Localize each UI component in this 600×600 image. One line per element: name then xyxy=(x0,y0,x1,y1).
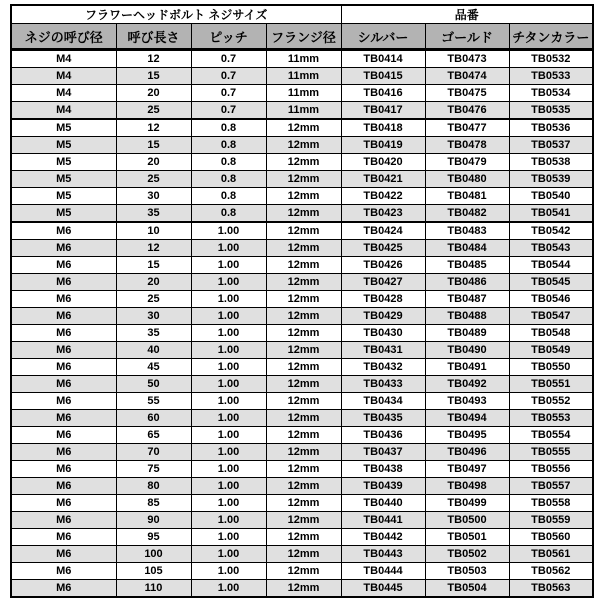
table-cell: 0.7 xyxy=(191,102,266,120)
table-cell: 12mm xyxy=(266,410,341,427)
table-cell: TB0504 xyxy=(425,580,509,598)
table-row xyxy=(11,137,593,154)
table-cell: M6 xyxy=(11,478,116,495)
table-cell: 0.8 xyxy=(191,119,266,137)
table-cell: M6 xyxy=(11,461,116,478)
table-cell: 12mm xyxy=(266,222,341,240)
table-cell: M6 xyxy=(11,546,116,563)
table-cell: TB0477 xyxy=(425,119,509,137)
table-cell: 1.00 xyxy=(191,393,266,410)
table-cell: 1.00 xyxy=(191,495,266,512)
table-row xyxy=(11,171,593,188)
column-header-gold: ゴールド xyxy=(425,24,509,50)
column-header-flange-diameter: フランジ径 xyxy=(266,24,341,50)
table-cell: M6 xyxy=(11,512,116,529)
table-cell: 1.00 xyxy=(191,325,266,342)
table-cell: 11mm xyxy=(266,85,341,102)
table-cell: TB0482 xyxy=(425,205,509,223)
table-cell: TB0442 xyxy=(341,529,425,546)
table-cell: 75 xyxy=(116,461,191,478)
table-cell: M6 xyxy=(11,495,116,512)
table-cell: 1.00 xyxy=(191,222,266,240)
table-cell: 105 xyxy=(116,563,191,580)
table-cell: TB0555 xyxy=(509,444,593,461)
table-cell: TB0432 xyxy=(341,359,425,376)
table-cell: TB0494 xyxy=(425,410,509,427)
table-cell: M6 xyxy=(11,529,116,546)
table-cell: M5 xyxy=(11,119,116,137)
table-row xyxy=(11,512,593,529)
table-row xyxy=(11,102,593,120)
table-cell: TB0493 xyxy=(425,393,509,410)
table-cell: TB0426 xyxy=(341,257,425,274)
table-cell: TB0418 xyxy=(341,119,425,137)
table-cell: 30 xyxy=(116,308,191,325)
table-cell: TB0444 xyxy=(341,563,425,580)
table-cell: 11mm xyxy=(266,50,341,68)
table-cell: M4 xyxy=(11,85,116,102)
table-cell: TB0551 xyxy=(509,376,593,393)
table-cell: TB0433 xyxy=(341,376,425,393)
table-cell: TB0443 xyxy=(341,546,425,563)
table-cell: 1.00 xyxy=(191,291,266,308)
table-cell: M6 xyxy=(11,427,116,444)
table-cell: 20 xyxy=(116,154,191,171)
table-cell: TB0425 xyxy=(341,240,425,257)
table-cell: TB0479 xyxy=(425,154,509,171)
table-cell: 12mm xyxy=(266,529,341,546)
column-header-silver: シルバー xyxy=(341,24,425,50)
table-cell: 30 xyxy=(116,188,191,205)
table-cell: 12mm xyxy=(266,563,341,580)
table-cell: TB0476 xyxy=(425,102,509,120)
table-cell: TB0558 xyxy=(509,495,593,512)
table-cell: 110 xyxy=(116,580,191,598)
table-cell: TB0430 xyxy=(341,325,425,342)
table-cell: TB0478 xyxy=(425,137,509,154)
parts-table xyxy=(10,4,594,598)
table-cell: 1.00 xyxy=(191,342,266,359)
table-cell: TB0427 xyxy=(341,274,425,291)
table-cell: TB0533 xyxy=(509,68,593,85)
table-cell: 12mm xyxy=(266,119,341,137)
table-row xyxy=(11,563,593,580)
table-cell: M6 xyxy=(11,222,116,240)
table-cell: 90 xyxy=(116,512,191,529)
table-cell: 1.00 xyxy=(191,308,266,325)
table-cell: TB0487 xyxy=(425,291,509,308)
table-cell: TB0445 xyxy=(341,580,425,598)
table-cell: TB0481 xyxy=(425,188,509,205)
table-cell: 1.00 xyxy=(191,512,266,529)
table-cell: TB0546 xyxy=(509,291,593,308)
table-cell: TB0532 xyxy=(509,50,593,68)
parts-table-container xyxy=(10,4,594,598)
table-row xyxy=(11,222,593,240)
table-cell: 0.7 xyxy=(191,68,266,85)
table-cell: TB0544 xyxy=(509,257,593,274)
table-cell: 0.8 xyxy=(191,154,266,171)
table-cell: 1.00 xyxy=(191,478,266,495)
table-cell: 50 xyxy=(116,376,191,393)
table-cell: TB0496 xyxy=(425,444,509,461)
table-row xyxy=(11,495,593,512)
table-cell: 12mm xyxy=(266,427,341,444)
table-cell: M5 xyxy=(11,205,116,223)
table-cell: M6 xyxy=(11,580,116,598)
table-cell: TB0490 xyxy=(425,342,509,359)
table-cell: 12mm xyxy=(266,461,341,478)
table-cell: 1.00 xyxy=(191,427,266,444)
table-row xyxy=(11,257,593,274)
table-cell: TB0550 xyxy=(509,359,593,376)
table-cell: TB0559 xyxy=(509,512,593,529)
table-cell: TB0535 xyxy=(509,102,593,120)
table-row xyxy=(11,188,593,205)
table-cell: TB0489 xyxy=(425,325,509,342)
column-header-titanium: チタンカラー xyxy=(509,24,593,50)
table-cell: M6 xyxy=(11,308,116,325)
table-cell: TB0562 xyxy=(509,563,593,580)
table-cell: 20 xyxy=(116,85,191,102)
table-cell: 12mm xyxy=(266,495,341,512)
table-cell: 1.00 xyxy=(191,580,266,598)
table-cell: 55 xyxy=(116,393,191,410)
table-cell: TB0439 xyxy=(341,478,425,495)
table-cell: 12mm xyxy=(266,325,341,342)
table-cell: M6 xyxy=(11,342,116,359)
table-cell: M4 xyxy=(11,102,116,120)
table-cell: 12mm xyxy=(266,393,341,410)
table-cell: 1.00 xyxy=(191,274,266,291)
table-cell: 12mm xyxy=(266,205,341,223)
table-cell: TB0557 xyxy=(509,478,593,495)
table-row xyxy=(11,342,593,359)
table-cell: 12mm xyxy=(266,359,341,376)
table-cell: 12mm xyxy=(266,342,341,359)
table-cell: TB0437 xyxy=(341,444,425,461)
table-cell: M6 xyxy=(11,359,116,376)
table-cell: TB0538 xyxy=(509,154,593,171)
table-cell: TB0534 xyxy=(509,85,593,102)
table-cell: 12 xyxy=(116,240,191,257)
table-cell: TB0549 xyxy=(509,342,593,359)
table-cell: 12mm xyxy=(266,546,341,563)
table-row xyxy=(11,205,593,223)
table-cell: 15 xyxy=(116,257,191,274)
column-header-pitch: ピッチ xyxy=(191,24,266,50)
table-cell: M6 xyxy=(11,410,116,427)
table-cell: TB0488 xyxy=(425,308,509,325)
table-cell: TB0428 xyxy=(341,291,425,308)
table-cell: TB0480 xyxy=(425,171,509,188)
table-cell: 0.8 xyxy=(191,171,266,188)
table-cell: TB0421 xyxy=(341,171,425,188)
table-cell: 11mm xyxy=(266,102,341,120)
column-header-nominal-length: 呼び長さ xyxy=(116,24,191,50)
table-cell: TB0491 xyxy=(425,359,509,376)
table-row xyxy=(11,393,593,410)
table-cell: 12mm xyxy=(266,376,341,393)
table-row xyxy=(11,325,593,342)
table-cell: TB0563 xyxy=(509,580,593,598)
table-cell: TB0420 xyxy=(341,154,425,171)
table-cell: TB0483 xyxy=(425,222,509,240)
table-cell: TB0436 xyxy=(341,427,425,444)
table-cell: TB0501 xyxy=(425,529,509,546)
table-row xyxy=(11,478,593,495)
table-cell: TB0475 xyxy=(425,85,509,102)
table-cell: 12mm xyxy=(266,308,341,325)
table-cell: 35 xyxy=(116,205,191,223)
table-row xyxy=(11,291,593,308)
table-cell: 45 xyxy=(116,359,191,376)
table-cell: TB0485 xyxy=(425,257,509,274)
table-cell: 12mm xyxy=(266,188,341,205)
table-cell: 80 xyxy=(116,478,191,495)
table-cell: 0.8 xyxy=(191,188,266,205)
table-cell: TB0543 xyxy=(509,240,593,257)
table-row xyxy=(11,359,593,376)
group-header-screw-size: フラワーヘッドボルト ネジサイズ xyxy=(11,5,341,24)
table-row xyxy=(11,580,593,598)
table-cell: M6 xyxy=(11,274,116,291)
table-cell: TB0438 xyxy=(341,461,425,478)
table-cell: TB0441 xyxy=(341,512,425,529)
table-cell: 0.8 xyxy=(191,137,266,154)
table-cell: 1.00 xyxy=(191,563,266,580)
table-cell: 12 xyxy=(116,50,191,68)
table-cell: TB0502 xyxy=(425,546,509,563)
table-row xyxy=(11,50,593,68)
table-cell: 12mm xyxy=(266,137,341,154)
table-cell: TB0484 xyxy=(425,240,509,257)
table-cell: M6 xyxy=(11,563,116,580)
table-cell: TB0431 xyxy=(341,342,425,359)
table-cell: TB0556 xyxy=(509,461,593,478)
table-cell: M6 xyxy=(11,325,116,342)
table-cell: TB0561 xyxy=(509,546,593,563)
table-cell: M5 xyxy=(11,171,116,188)
table-cell: 10 xyxy=(116,222,191,240)
table-cell: TB0416 xyxy=(341,85,425,102)
table-cell: TB0498 xyxy=(425,478,509,495)
table-cell: TB0547 xyxy=(509,308,593,325)
table-cell: TB0552 xyxy=(509,393,593,410)
table-cell: 35 xyxy=(116,325,191,342)
table-cell: 1.00 xyxy=(191,529,266,546)
table-cell: TB0541 xyxy=(509,205,593,223)
table-cell: 1.00 xyxy=(191,410,266,427)
table-cell: 12mm xyxy=(266,444,341,461)
table-cell: TB0415 xyxy=(341,68,425,85)
table-cell: 95 xyxy=(116,529,191,546)
table-cell: M6 xyxy=(11,393,116,410)
table-cell: M6 xyxy=(11,376,116,393)
table-cell: TB0540 xyxy=(509,188,593,205)
table-cell: TB0434 xyxy=(341,393,425,410)
table-cell: 1.00 xyxy=(191,376,266,393)
table-cell: TB0417 xyxy=(341,102,425,120)
table-cell: TB0548 xyxy=(509,325,593,342)
table-cell: 12 xyxy=(116,119,191,137)
table-row xyxy=(11,410,593,427)
table-row xyxy=(11,427,593,444)
table-cell: 12mm xyxy=(266,257,341,274)
table-row xyxy=(11,308,593,325)
table-cell: TB0486 xyxy=(425,274,509,291)
column-header-nominal-diameter: ネジの呼び径 xyxy=(11,24,116,50)
group-header-row xyxy=(11,5,593,24)
table-cell: 15 xyxy=(116,137,191,154)
table-cell: 70 xyxy=(116,444,191,461)
table-cell: 12mm xyxy=(266,154,341,171)
table-cell: 100 xyxy=(116,546,191,563)
table-cell: TB0545 xyxy=(509,274,593,291)
table-cell: TB0429 xyxy=(341,308,425,325)
table-cell: TB0419 xyxy=(341,137,425,154)
table-cell: TB0495 xyxy=(425,427,509,444)
table-cell: TB0560 xyxy=(509,529,593,546)
table-cell: M6 xyxy=(11,444,116,461)
table-cell: TB0553 xyxy=(509,410,593,427)
table-row xyxy=(11,119,593,137)
table-cell: M5 xyxy=(11,137,116,154)
table-cell: TB0474 xyxy=(425,68,509,85)
table-cell: 15 xyxy=(116,68,191,85)
table-cell: TB0423 xyxy=(341,205,425,223)
table-cell: 1.00 xyxy=(191,546,266,563)
table-cell: 12mm xyxy=(266,171,341,188)
table-body xyxy=(11,50,593,598)
table-cell: 65 xyxy=(116,427,191,444)
table-cell: TB0554 xyxy=(509,427,593,444)
table-row xyxy=(11,529,593,546)
table-cell: TB0503 xyxy=(425,563,509,580)
table-cell: 12mm xyxy=(266,291,341,308)
table-row xyxy=(11,240,593,257)
table-cell: 25 xyxy=(116,102,191,120)
table-row xyxy=(11,154,593,171)
group-header-part-number: 品番 xyxy=(341,5,593,24)
table-cell: 40 xyxy=(116,342,191,359)
table-cell: 1.00 xyxy=(191,359,266,376)
table-cell: 1.00 xyxy=(191,461,266,478)
table-cell: M6 xyxy=(11,257,116,274)
table-cell: 1.00 xyxy=(191,257,266,274)
table-cell: 0.8 xyxy=(191,205,266,223)
table-cell: 12mm xyxy=(266,274,341,291)
table-cell: 12mm xyxy=(266,512,341,529)
table-cell: TB0435 xyxy=(341,410,425,427)
table-cell: 12mm xyxy=(266,580,341,598)
table-row xyxy=(11,85,593,102)
table-cell: M6 xyxy=(11,240,116,257)
table-cell: TB0440 xyxy=(341,495,425,512)
table-cell: M5 xyxy=(11,188,116,205)
table-cell: TB0422 xyxy=(341,188,425,205)
table-cell: 12mm xyxy=(266,478,341,495)
table-cell: 20 xyxy=(116,274,191,291)
table-cell: 1.00 xyxy=(191,444,266,461)
table-cell: TB0542 xyxy=(509,222,593,240)
table-row xyxy=(11,274,593,291)
table-cell: 0.7 xyxy=(191,85,266,102)
table-cell: 60 xyxy=(116,410,191,427)
table-row xyxy=(11,68,593,85)
table-row xyxy=(11,376,593,393)
table-cell: 0.7 xyxy=(191,50,266,68)
table-row xyxy=(11,461,593,478)
table-cell: M5 xyxy=(11,154,116,171)
table-cell: TB0539 xyxy=(509,171,593,188)
table-cell: 85 xyxy=(116,495,191,512)
table-cell: 25 xyxy=(116,291,191,308)
table-cell: M6 xyxy=(11,291,116,308)
table-cell: M4 xyxy=(11,68,116,85)
table-cell: TB0414 xyxy=(341,50,425,68)
table-cell: TB0497 xyxy=(425,461,509,478)
table-cell: TB0473 xyxy=(425,50,509,68)
column-header-row xyxy=(11,24,593,50)
table-cell: TB0536 xyxy=(509,119,593,137)
table-cell: 1.00 xyxy=(191,240,266,257)
table-cell: 11mm xyxy=(266,68,341,85)
table-row xyxy=(11,546,593,563)
table-cell: TB0500 xyxy=(425,512,509,529)
table-cell: 25 xyxy=(116,171,191,188)
table-cell: TB0492 xyxy=(425,376,509,393)
table-cell: TB0424 xyxy=(341,222,425,240)
table-cell: TB0537 xyxy=(509,137,593,154)
table-row xyxy=(11,444,593,461)
table-cell: TB0499 xyxy=(425,495,509,512)
table-cell: M4 xyxy=(11,50,116,68)
table-cell: 12mm xyxy=(266,240,341,257)
